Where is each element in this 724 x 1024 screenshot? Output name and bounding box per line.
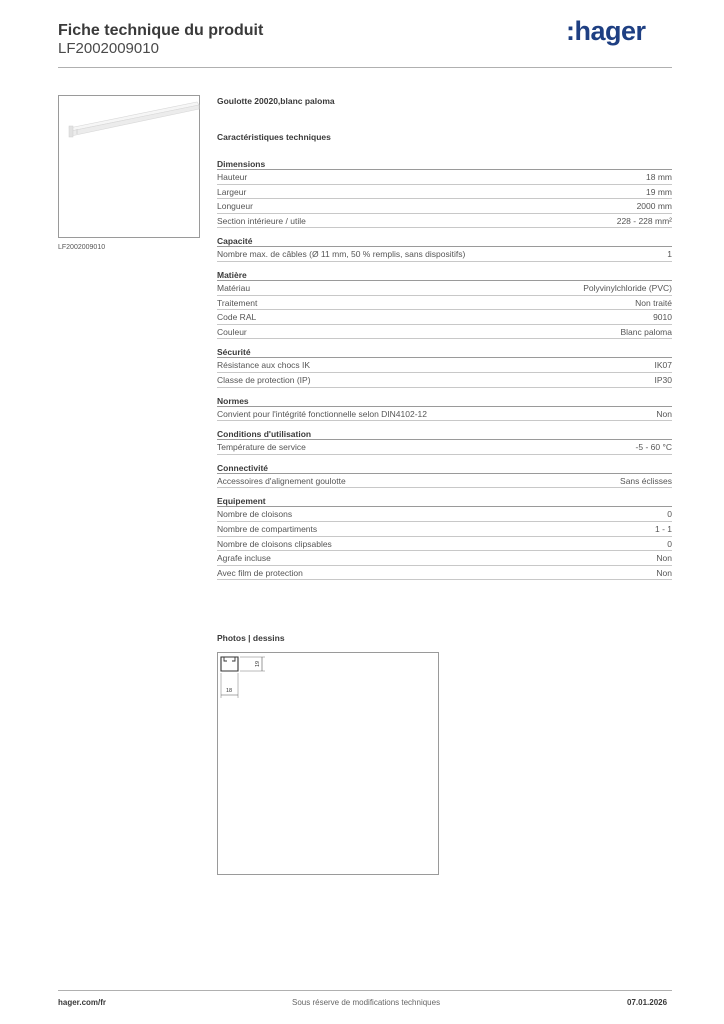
- technical-drawing: [217, 652, 439, 875]
- spec-label: Avec film de protection: [217, 567, 303, 578]
- product-code: LF2002009010: [58, 40, 159, 57]
- spec-label: Largeur: [217, 186, 247, 197]
- spec-value: 1 - 1: [654, 523, 672, 534]
- spec-row: [217, 214, 672, 229]
- spec-section: [217, 395, 672, 422]
- footer-website[interactable]: hager.com/fr: [58, 998, 107, 1007]
- spec-section: [217, 269, 672, 339]
- spec-label: Nombre de cloisons: [217, 509, 293, 520]
- spec-value: 9010: [653, 312, 672, 323]
- spec-row: [217, 407, 672, 422]
- spec-section: [217, 346, 672, 387]
- spec-value: 19 mm: [646, 186, 672, 197]
- photos-title: Photos | dessins: [217, 633, 285, 643]
- product-image: [58, 95, 200, 238]
- spec-row: [217, 296, 672, 311]
- spec-row: [217, 247, 672, 262]
- spec-row: [217, 310, 672, 325]
- spec-label: Résistance aux chocs IK: [217, 360, 311, 371]
- spec-label: Classe de protection (IP): [217, 374, 311, 385]
- spec-value: IK07: [654, 360, 672, 371]
- spec-value: 228 - 228 mm²: [616, 215, 672, 226]
- footer-divider: [58, 990, 672, 991]
- spec-label: Longueur: [217, 201, 253, 212]
- spec-sections: [217, 158, 672, 580]
- spec-row: [217, 537, 672, 552]
- spec-row: [217, 281, 672, 296]
- spec-label: Nombre de cloisons clipsables: [217, 538, 332, 549]
- product-name: Goulotte 20020,blanc paloma: [217, 96, 335, 106]
- section-title: Equipement: [217, 495, 672, 507]
- spec-row: [217, 373, 672, 388]
- spec-value: 2000 mm: [636, 201, 672, 212]
- spec-section: [217, 158, 672, 228]
- spec-label: Couleur: [217, 326, 247, 337]
- spec-label: Traitement: [217, 297, 258, 308]
- duct-cross-section-drawing: [218, 653, 440, 876]
- spec-value: Polyvinylchloride (PVC): [583, 282, 672, 293]
- spec-row: [217, 170, 672, 185]
- spec-label: Nombre max. de câbles (Ø 11 mm, 50 % remplis, sans dispositifs): [217, 249, 466, 260]
- spec-value: Non traité: [635, 297, 672, 308]
- spec-row: [217, 440, 672, 455]
- spec-value: Non: [656, 567, 672, 578]
- spec-label: Section intérieure / utile: [217, 215, 306, 226]
- section-title: Dimensions: [217, 158, 672, 170]
- spec-row: [217, 325, 672, 340]
- spec-label: Code RAL: [217, 312, 257, 323]
- section-title: Normes: [217, 395, 672, 407]
- spec-section: [217, 462, 672, 489]
- spec-value: Sans éclisses: [620, 475, 672, 486]
- spec-row: [217, 474, 672, 489]
- spec-value: 1: [667, 249, 672, 260]
- spec-label: Nombre de compartiments: [217, 523, 318, 534]
- spec-value: 0: [667, 509, 672, 520]
- spec-label: Agrafe incluse: [217, 553, 271, 564]
- spec-value: 18 mm: [646, 172, 672, 182]
- footer-disclaimer: Sous réserve de modifications techniques: [292, 998, 441, 1007]
- spec-row: [217, 199, 672, 214]
- spec-label: Température de service: [217, 442, 306, 453]
- spec-label: Accessoires d'alignement goulotte: [217, 475, 346, 486]
- header-divider: [58, 67, 672, 68]
- section-title: Matière: [217, 269, 672, 281]
- spec-value: Non: [656, 553, 672, 564]
- dim-width-label: 18: [226, 688, 233, 694]
- spec-value: Non: [656, 408, 672, 419]
- tech-characteristics-title: Caractéristiques techniques: [217, 132, 331, 142]
- section-title: Sécurité: [217, 346, 672, 358]
- section-title: Conditions d'utilisation: [217, 428, 672, 440]
- spec-section: [217, 235, 672, 262]
- spec-row: [217, 551, 672, 566]
- spec-content: [217, 96, 672, 580]
- spec-row: [217, 507, 672, 522]
- duct-product-icon: [59, 96, 201, 239]
- page-title: Fiche technique du produit: [58, 22, 264, 39]
- dim-height-label: 19: [255, 660, 261, 667]
- spec-label: Hauteur: [217, 172, 248, 182]
- section-title: Capacité: [217, 235, 672, 247]
- spec-label: Convient pour l'intégrité fonctionnelle selon DIN4102-12: [217, 408, 428, 419]
- hager-logo: :hager: [566, 16, 646, 46]
- spec-row: [217, 522, 672, 537]
- section-title: Connectivité: [217, 462, 672, 474]
- spec-value: IP30: [654, 374, 672, 385]
- spec-row: [217, 358, 672, 373]
- spec-row: [217, 185, 672, 200]
- product-image-label: LF2002009010: [58, 244, 106, 251]
- footer-date: 07.01.2026: [627, 998, 668, 1007]
- spec-value: Blanc paloma: [620, 326, 672, 337]
- spec-value: 0: [667, 538, 672, 549]
- spec-row: [217, 566, 672, 581]
- spec-section: [217, 428, 672, 455]
- spec-label: Matériau: [217, 282, 251, 293]
- spec-section: [217, 495, 672, 580]
- spec-value: -5 - 60 °C: [635, 442, 672, 453]
